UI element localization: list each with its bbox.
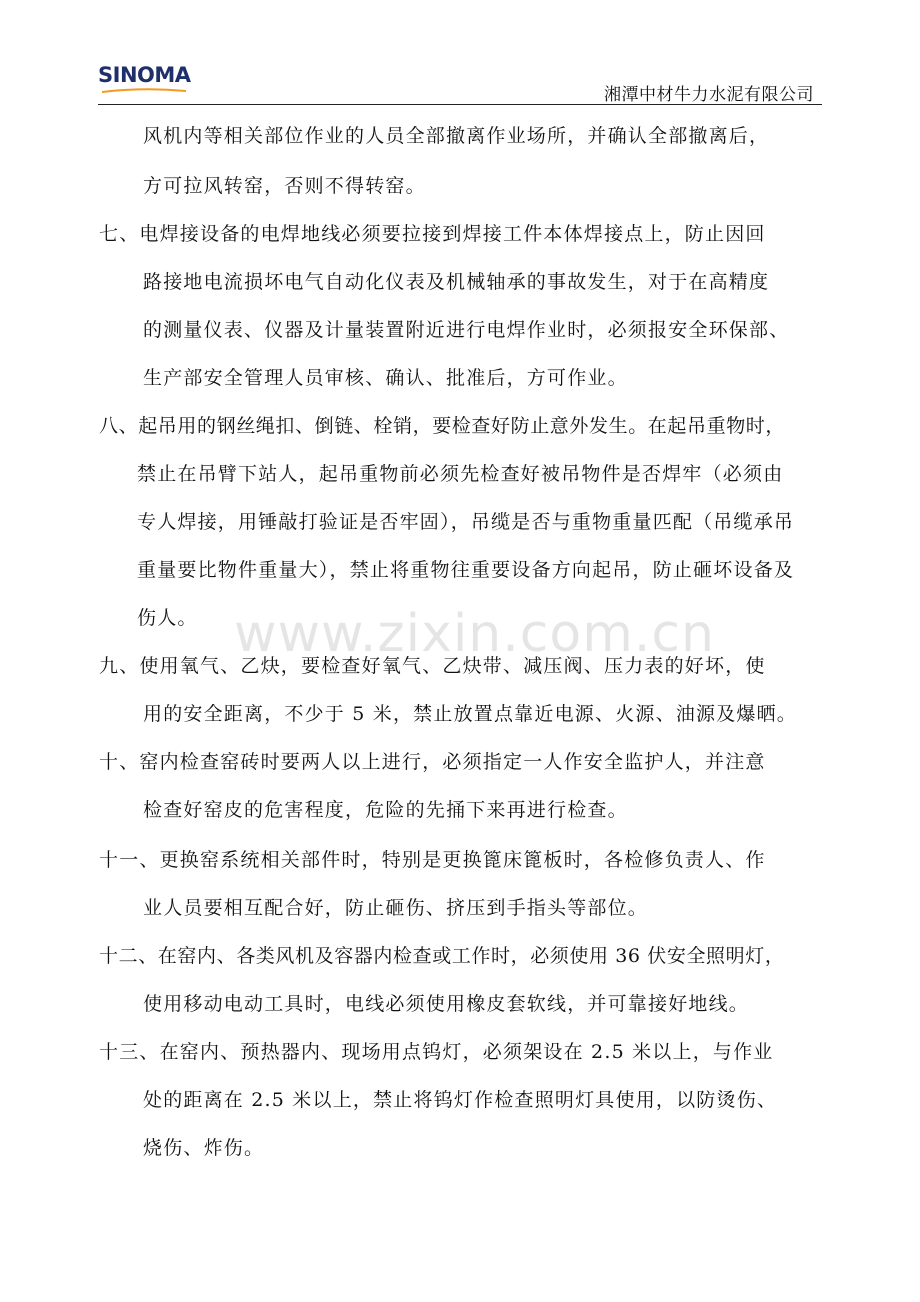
text-line: 七、电焊接设备的电焊地线必须要拉接到焊接工件本体焊接点上，防止因回	[99, 223, 766, 245]
sinoma-logo: SINOMA	[98, 63, 191, 87]
text-line: 十三、在窑内、预热器内、现场用点钨灯，必须架设在 2.5 米以上，与作业	[99, 1041, 774, 1063]
text-line: 烧伤、炸伤。	[143, 1137, 265, 1159]
text-line: 九、使用氧气、乙炔，要检查好氧气、乙炔带、减压阀、压力表的好坏，使	[99, 655, 766, 677]
text-line: 生产部安全管理人员审核、确认、批准后，方可作业。	[143, 367, 628, 389]
text-line: 检查好窑皮的危害程度，危险的先捅下来再进行检查。	[143, 799, 628, 821]
page-header	[98, 62, 822, 108]
text-line: 十二、在窑内、各类风机及容器内检查或工作时，必须使用 36 伏安全照明灯，	[99, 945, 785, 967]
text-line: 专人焊接，用锤敲打验证是否牢固），吊缆是否与重物重量匹配（吊缆承吊	[137, 511, 795, 533]
text-line: 十、窑内检查窑砖时要两人以上进行，必须指定一人作安全监护人，并注意	[99, 751, 766, 773]
header-divider	[98, 104, 822, 105]
text-line: 路接地电流损坏电气自动化仪表及机械轴承的事故发生，对于在高精度	[143, 271, 770, 293]
text-line: 风机内等相关部位作业的人员全部撤离作业场所，并确认全部撤离后，	[143, 125, 770, 147]
text-line: 的测量仪表、仪器及计量装置附近进行电焊作业时，必须报安全环保部、	[143, 319, 790, 341]
watermark: www.zixin.com.cn	[234, 604, 715, 664]
text-line: 伤人。	[137, 607, 198, 629]
logo-swoosh-icon	[102, 87, 186, 93]
text-line: 用的安全距离，不少于 5 米，禁止放置点靠近电源、火源、油源及爆晒。	[143, 703, 797, 725]
text-line: 方可拉风转窑，否则不得转窑。	[143, 175, 426, 197]
text-line: 重量要比物件重量大），禁止将重物往重要设备方向起吊，防止砸坏设备及	[137, 559, 795, 581]
company-name: 湘潭中材牛力水泥有限公司	[604, 85, 814, 105]
text-line: 八、起吊用的钢丝绳扣、倒链、栓销，要检查好防止意外发生。在起吊重物时，	[99, 415, 786, 437]
text-line: 处的距离在 2.5 米以上，禁止将钨灯作检查照明灯具使用，以防烫伤、	[143, 1089, 778, 1111]
text-line: 十一、更换窑系统相关部件时，特别是更换篦床篦板时，各检修负责人、作	[99, 849, 766, 871]
text-line: 使用移动电动工具时，电线必须使用橡皮套软线，并可靠接好地线。	[143, 993, 750, 1015]
text-line: 禁止在吊臂下站人，起吊重物前必须先检查好被吊物件是否焊牢（必须由	[137, 463, 784, 485]
text-line: 业人员要相互配合好，防止砸伤、挤压到手指头等部位。	[143, 897, 649, 919]
